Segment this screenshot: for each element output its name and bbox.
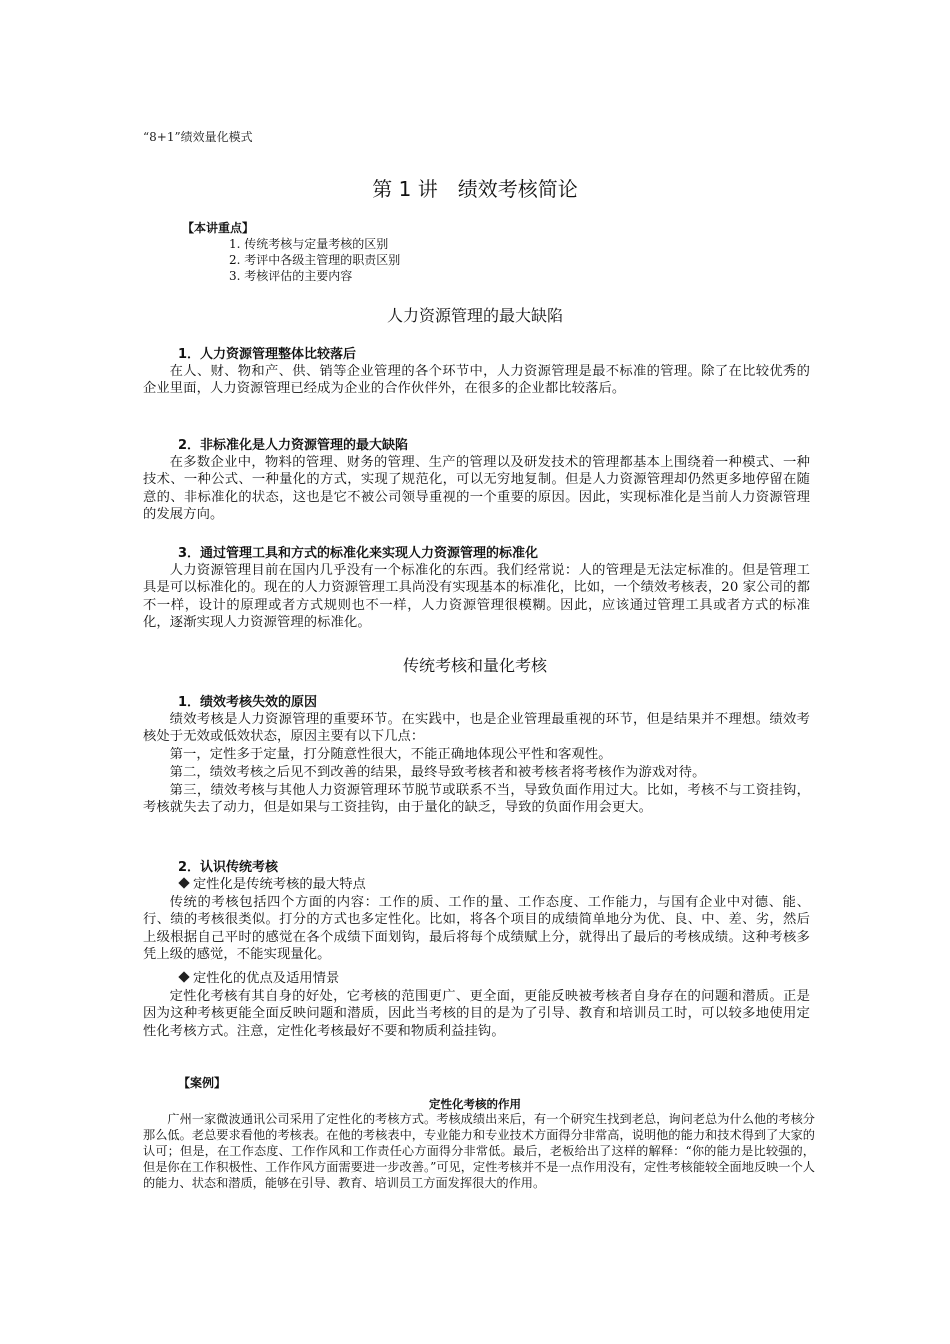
section-title-hr-defects: 人力资源管理的最大缺陷 — [386, 306, 563, 325]
diamond-bullet-icon — [178, 971, 189, 982]
case-paragraph: 广州一家微波通讯公司采用了定性化的考核方式。考核成绩出来后，有一个研究生找到老总，询问老总为什么他的考核分那么低。老总要求看他的考核表。在他的考核表中，专业能力和专业技术方面得分非常高，说明他的能力和技术得到了大家的认可；但是，在工作态度、工作作风和工作责任心方面得分非常低。最后，老板给出了这样的解释：“你的能力是比较强的，但是你在工作积极性、工作作风方面需要进一步改善。”可见，定性考核并不是一点作用没有，定性考核能较全面地反映一个人的能力、状态和潜质，能够在引导、教育、培训员工方面发挥很大的作用。 — [143, 1112, 815, 1190]
key-point-item: 3. 考核评估的主要内容 — [229, 269, 353, 283]
section-title-traditional-vs-quantified: 传统考核和量化考核 — [402, 656, 547, 675]
paragraph: 第一，定性多于定量，打分随意性很大，不能正确地体现公平性和客观性。 — [169, 747, 612, 762]
case-title: 定性化考核的作用 — [429, 1097, 521, 1111]
sub-heading: 1．人力资源管理整体比较落后 — [178, 347, 357, 362]
case-label: 【案例】 — [178, 1076, 227, 1090]
key-point-item: 1. 传统考核与定量考核的区别 — [229, 237, 389, 251]
bullet-line — [178, 876, 366, 893]
sub-heading: 2．认识传统考核 — [178, 860, 279, 875]
bullet-text: 定性化的优点及适用情景 — [193, 971, 340, 986]
key-point-item: 2. 考评中各级主管理的职责区别 — [229, 253, 401, 267]
paragraph: 绩效考核是人力资源管理的重要环节。在实践中，也是企业管理最重视的环节，但是结果并不理想。绩效考核处于无效或低效状态，原因主要有以下几点： — [143, 712, 810, 745]
key-points-list — [229, 236, 400, 284]
paragraph: 定性化考核有其自身的好处，它考核的范围更广、更全面，更能反映被考核者自身存在的问题和潜质。正是因为这种考核更能全面反映问题和潜质，因此当考核的目的是为了引导、教育和培训员工时，可以较多地使用定性化考核方式。注意，定性化考核最好不要和物质利益挂钩。 — [143, 989, 810, 1039]
diamond-bullet-icon — [178, 877, 189, 888]
bullet-line — [178, 970, 339, 987]
paragraph: 第二，绩效考核之后见不到改善的结果，最终导致考核者和被考核者将考核作为游戏对待。 — [169, 765, 706, 780]
paragraph: 在多数企业中，物料的管理、财务的管理、生产的管理以及研发技术的管理都基本上围绕着一种模式、一种技术、一种公式、一种量化的方式，实现了规范化，可以无穷地复制。但是人力资源管理却仍然更多地停留在随意的、非标准化的状态，这也是它不被公司领导重视的一个重要的原因。因此，实现标准化是当前人力资源管理的发展方向。 — [143, 455, 810, 523]
key-points-label: 【本讲重点】 — [182, 221, 255, 235]
paragraph: 人力资源管理目前在国内几乎没有一个标准化的东西。我们经常说：人的管理是无法定标准的。但是管理工具是可以标准化的。现在的人力资源管理工具尚没有实现基本的标准化，比如，一个绩效考核表，20 家公司的都不一样，设计的原理或者方式规则也不一样，人力资源管理很模糊。因此，应该通过管理工具或者方式的标准化，逐渐实现人力资源管理的标准化。 — [143, 563, 810, 631]
sub-heading: 1．绩效考核失效的原因 — [178, 695, 318, 710]
sub-heading: 2．非标准化是人力资源管理的最大缺陷 — [178, 438, 409, 453]
paragraph: 传统的考核包括四个方面的内容：工作的质、工作的量、工作态度、工作能力，与国有企业中对德、能、行、绩的考核很类似。打分的方式也多定性化。比如，将各个项目的成绩简单地分为优、良、中、差、劣，然后上级根据自己平时的感觉在各个成绩下面划钩，最后将每个成绩赋上分，就得出了最后的考核成绩。这种考核多凭上级的感觉，不能实现量化。 — [143, 895, 810, 963]
paragraph: 第三，绩效考核与其他人力资源管理环节脱节或联系不当，导致负面作用过大。比如，考核不与工资挂钩，考核就失去了动力，但是如果与工资挂钩，由于量化的缺乏，导致的负面作用会更大。 — [143, 783, 810, 816]
sub-heading: 3．通过管理工具和方式的标准化来实现人力资源管理的标准化 — [178, 546, 539, 561]
bullet-text: 定性化是传统考核的最大特点 — [193, 877, 366, 892]
lecture-title: 第 1 讲 绩效考核简论 — [372, 177, 578, 201]
paragraph: 在人、财、物和产、供、销等企业管理的各个环节中，人力资源管理是最不标准的管理。除了在比较优秀的企业里面，人力资源管理已经成为企业的合作伙伴外，在很多的企业都比较落后。 — [143, 364, 810, 397]
header-note: “8+1”绩效量化模式 — [143, 130, 253, 144]
